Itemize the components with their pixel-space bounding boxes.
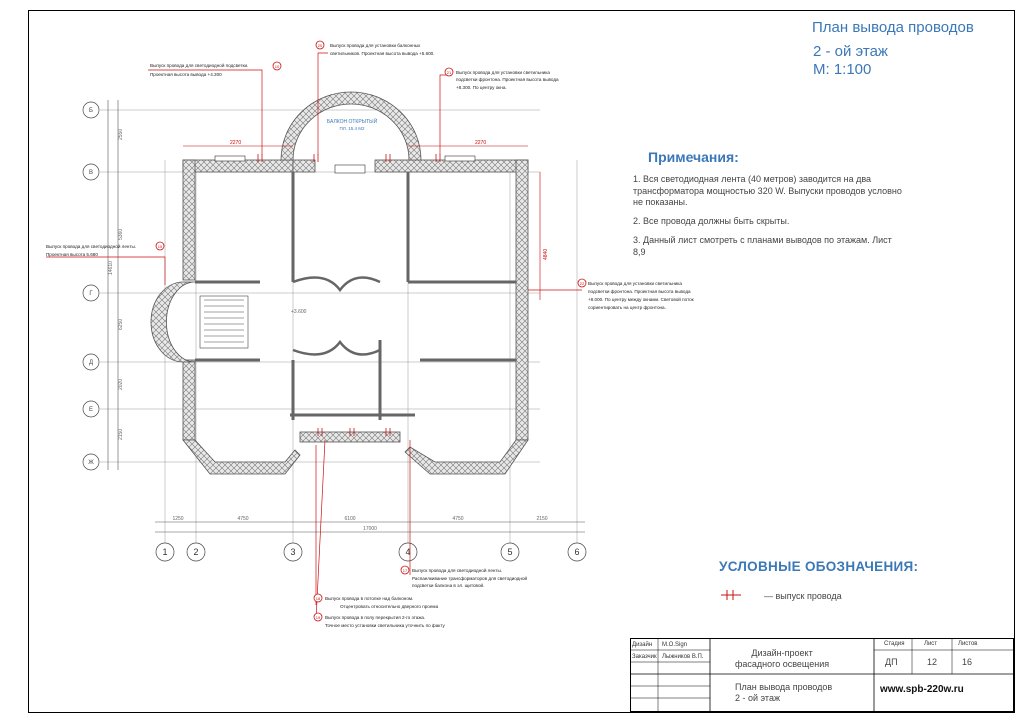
- stamp-sheet-header: Лист: [924, 641, 938, 647]
- dim-right: 4840: [543, 248, 549, 260]
- stamp-stage: ДП: [885, 657, 898, 667]
- callout-num-6: 17: [402, 568, 408, 573]
- stamp-project: Дизайн-проект фасадного освещения: [735, 648, 830, 669]
- dim-left-total: 14610: [108, 261, 114, 275]
- stamp-sheet: 12: [927, 657, 938, 667]
- stamp-website[interactable]: www.spb-220w.ru: [880, 684, 964, 695]
- callout-text-3a: Выпуск провода для установки светильника: [456, 70, 550, 75]
- floor-label: 2 - ой этаж: [813, 43, 888, 60]
- staircase: [200, 296, 248, 348]
- stamp-role-2: Заказчик: [632, 654, 657, 660]
- callout-text-3c: +8.300. По центру окна.: [456, 85, 507, 90]
- dim-left-1: 2550: [118, 128, 124, 140]
- dim-left-3: 6250: [118, 318, 124, 330]
- callout-text-7b: Отцентровать относительно дверного проема: [340, 604, 439, 609]
- scale-label: М: 1:100: [813, 61, 872, 78]
- callout-text-6b: Распаелкивание трансформаторов для светодиодной: [412, 576, 528, 581]
- axis-bottom-6: 6: [574, 547, 580, 557]
- callout-leaders: [46, 53, 582, 620]
- callout-num-3: 21: [446, 70, 452, 75]
- stamp-sheets-header: Листов: [958, 641, 978, 647]
- notes-heading: Примечания:: [648, 149, 739, 165]
- dim-bottom-4: 4750: [452, 516, 464, 522]
- callout-num-2: 20: [317, 43, 323, 48]
- callout-text-5a: Выпуск провода для установки светильника: [588, 281, 682, 286]
- callout-text-5c: +8.000. По центру между окнами. Световой поток: [588, 297, 694, 302]
- dim-top-left: 2270: [230, 140, 242, 146]
- axis-bottom-3: 3: [290, 547, 296, 557]
- callout-text-2b: светильников. Проектная высота вывода +5.600.: [330, 51, 435, 56]
- callout-text-4a: Выпуск провода для светодиодной ленты.: [46, 244, 137, 249]
- wire-outlets: [258, 154, 440, 436]
- stamp-name-1: М.О.Sign: [662, 642, 688, 648]
- callout-num-1: 10: [274, 64, 280, 69]
- callout-text-8a: Выпуск провода в полу перекрытия 2-го этажа.: [325, 615, 426, 620]
- callout-text-6c: подсветки балкона в эл. щитовой.: [412, 583, 485, 588]
- axis-left-1: Б: [89, 108, 93, 114]
- axis-left-2: В: [88, 170, 94, 176]
- callout-text-6a: Выпуск провода для светодиодной ленты.: [412, 568, 503, 573]
- dim-left-4: 2020: [118, 378, 124, 390]
- axis-left-6: Ж: [88, 460, 94, 466]
- legend-item-label: — выпуск провода: [764, 591, 842, 601]
- top-balcony: [281, 92, 421, 160]
- dim-bottom-3: 6100: [344, 516, 356, 522]
- axis-bottom-1: 1: [162, 547, 168, 557]
- stamp-drawing-title: План вывода проводов 2 - ой этаж: [735, 682, 833, 703]
- axis-bottom-4: 4: [405, 547, 411, 557]
- axis-bottom-5: 5: [507, 547, 513, 557]
- balcony-area: ПЛ. 15.4 М2: [339, 126, 365, 131]
- axis-bottom-2: 2: [193, 547, 199, 557]
- dim-bottom-5: 2150: [536, 516, 548, 522]
- callout-text-2a: Выпуск провода для установки балконных: [330, 43, 421, 48]
- balcony-label: БАЛКОН ОТКРЫТЫЙ: [326, 119, 378, 125]
- grid-lines: [100, 110, 577, 545]
- callout-text-3b: подсветки фронтона. Проектная высота вывода: [456, 77, 559, 82]
- exterior-walls: [151, 160, 528, 474]
- dim-bottom-total: 17000: [363, 526, 377, 532]
- callout-text-8b: Точное место установки светильника уточнить по факту: [325, 623, 445, 628]
- callout-num-4: 15: [157, 244, 163, 249]
- callout-num-5: 22: [579, 281, 585, 286]
- dim-bottom-2: 4750: [237, 516, 249, 522]
- legend-heading: УСЛОВНЫЕ ОБОЗНАЧЕНИЯ:: [719, 559, 919, 574]
- dim-left-5: 2150: [118, 428, 124, 440]
- stamp-stage-header: Стадия: [884, 641, 905, 647]
- callout-text-5b: подсветки фронтона. Проектная высота вывода: [588, 289, 691, 294]
- callout-num-7: 18: [315, 596, 321, 601]
- dim-bottom-1: 1250: [172, 516, 184, 522]
- callout-text-5d: сориентировать на центр фронтона.: [588, 305, 666, 310]
- callout-text-4b: Проектная высота 5.680: [46, 252, 98, 257]
- level-mark: +3.600: [291, 309, 307, 315]
- note-3: 3. Данный лист смотреть с планами выводов по этажам. Лист 8,9: [633, 235, 892, 257]
- callout-text-1a: Выпуск провода для светодиодной подсветки.: [150, 63, 249, 68]
- note-2: 2. Все провода должны быть скрыты.: [633, 216, 790, 226]
- axis-left-4: Д: [88, 360, 94, 366]
- callout-text-7a: Выпуск провода в потолке над балконом.: [325, 596, 414, 601]
- callout-text-1b: Проектная высота вывода +4.300: [150, 72, 222, 77]
- plan-title: План вывода проводов: [812, 19, 974, 36]
- dim-left-2: 5360: [118, 228, 124, 240]
- stamp-name-2: Лыжников В.П.: [662, 654, 704, 660]
- axis-left-5: Е: [88, 407, 94, 413]
- axis-left-3: Г: [89, 291, 93, 297]
- stamp-role-1: Дизайн: [632, 642, 653, 648]
- callout-num-8: 19: [315, 615, 321, 620]
- stamp-sheets: 16: [962, 657, 973, 667]
- note-1: 1. Вся светодиодная лента (40 метров) заводится на два трансформатора мощностью 320 W. Выпуски проводов условно не показаны.: [633, 174, 902, 207]
- dim-top-right: 2270: [475, 140, 487, 146]
